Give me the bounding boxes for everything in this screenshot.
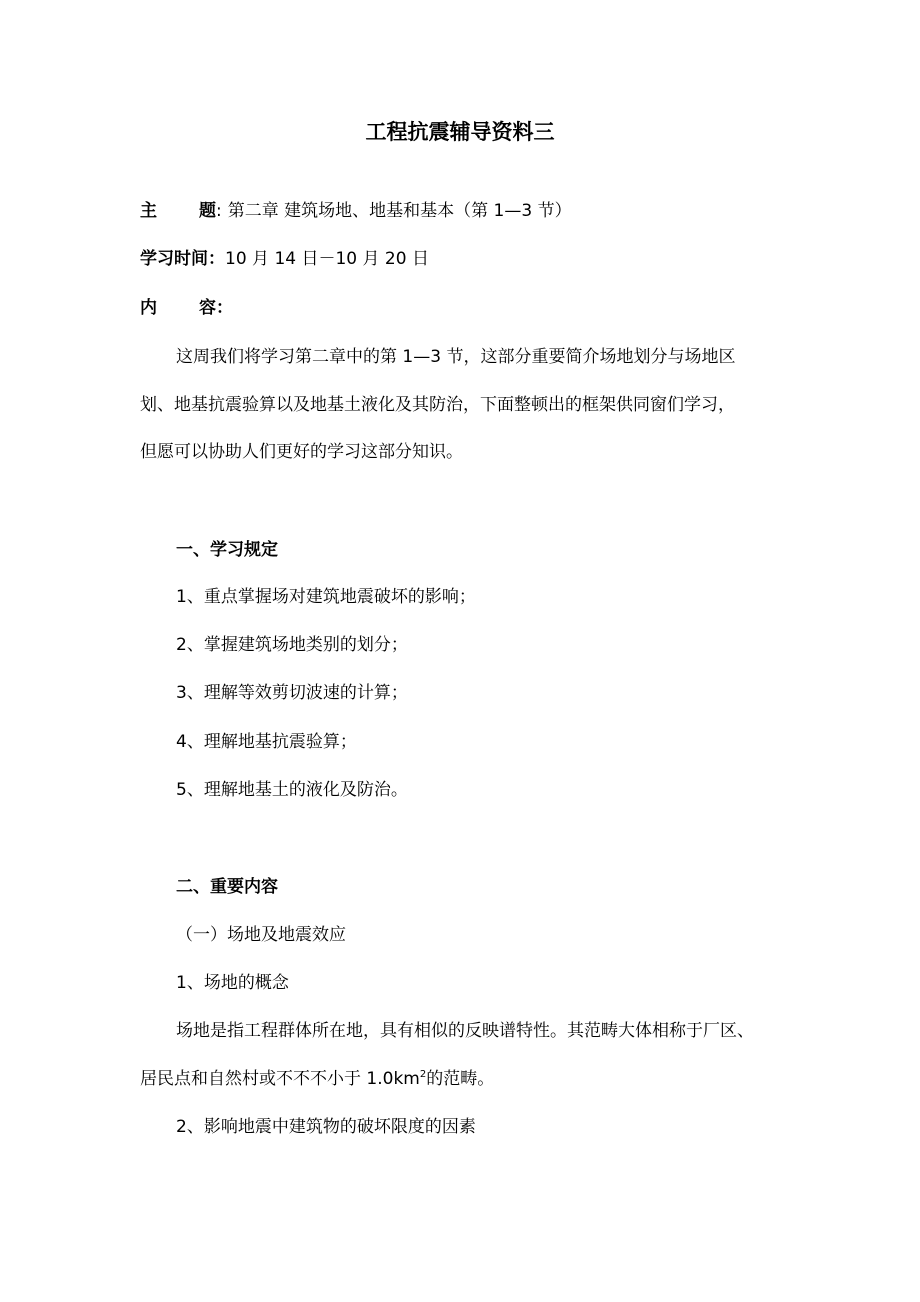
subject-value: 第二章 建筑场地、地基和基本（第 1—3 节）	[227, 201, 572, 221]
section1-item-2: 2、掌握建筑场地类别的划分；	[176, 635, 408, 655]
section1-item-4: 4、理解地基抗震验算；	[176, 732, 357, 752]
para1-line2-text: 居民点和自然村或不不不小于 1.0km	[140, 1069, 420, 1089]
intro-line-2: 划、地基抗震验算以及地基土液化及其防治，下面整顿出的框架供同窗们学习，	[140, 395, 735, 415]
section2-para1-line2	[140, 1068, 494, 1090]
section1-item-5: 5、理解地基土的液化及防治。	[176, 780, 408, 800]
content-label-b: 容：	[199, 298, 233, 318]
subject-label-b: 题	[199, 201, 216, 221]
superscript-2: 2	[419, 1069, 427, 1080]
subject-separator: :	[216, 201, 222, 221]
study-time-value: 10 月 14 日－10 月 20 日	[225, 249, 429, 269]
study-time-line	[140, 248, 429, 270]
content-label	[140, 297, 233, 319]
section2-heading: 二、重要内容	[176, 877, 278, 897]
section2-item-1: 1、场地的概念	[176, 973, 289, 993]
document-title: 工程抗震辅导资料三	[365, 120, 555, 144]
content-label-a: 内	[140, 298, 157, 318]
study-time-label: 学习时间：	[140, 249, 225, 269]
intro-line-3: 但愿可以协助人们更好的学习这部分知识。	[140, 442, 463, 462]
subject-label-a: 主	[140, 201, 157, 221]
intro-line-1: 这周我们将学习第二章中的第 1—3 节，这部分重要简介场地划分与场地区	[176, 347, 736, 367]
subject-line	[140, 200, 572, 222]
section2-sub1: （一）场地及地震效应	[176, 925, 346, 945]
section1-heading: 一、学习规定	[176, 540, 278, 560]
section2-item-2: 2、影响地震中建筑物的破坏限度的因素	[176, 1117, 476, 1137]
para1-line2-tail: 的范畴。	[426, 1069, 495, 1089]
section2-para1-line1: 场地是指工程群体所在地，具有相似的反映谱特性。其范畴大体相称于厂区、	[176, 1021, 754, 1041]
section1-item-1: 1、重点掌握场对建筑地震破坏的影响；	[176, 587, 476, 607]
section1-item-3: 3、理解等效剪切波速的计算；	[176, 683, 408, 703]
